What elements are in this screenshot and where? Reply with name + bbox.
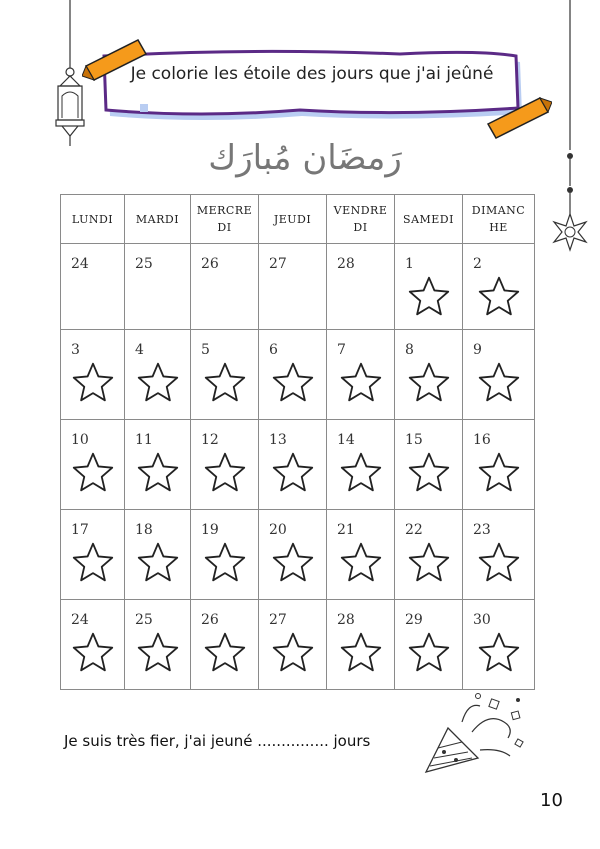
day-cell xyxy=(61,244,125,330)
star-icon[interactable] xyxy=(270,450,316,496)
day-number: 24 xyxy=(71,256,89,272)
day-cell[interactable] xyxy=(61,420,125,510)
day-number: 22 xyxy=(405,522,423,538)
day-cell[interactable] xyxy=(463,244,535,330)
day-cell[interactable] xyxy=(395,420,463,510)
day-cell[interactable] xyxy=(395,510,463,600)
day-number: 21 xyxy=(337,522,355,538)
day-number: 24 xyxy=(71,612,89,628)
day-cell[interactable] xyxy=(395,330,463,420)
day-number: 23 xyxy=(473,522,491,538)
party-popper-icon xyxy=(418,692,528,782)
weekday-label: VENDRE xyxy=(333,204,388,217)
day-cell[interactable] xyxy=(191,330,259,420)
day-cell[interactable] xyxy=(327,510,395,600)
star-icon[interactable] xyxy=(270,630,316,676)
week-row xyxy=(61,510,535,600)
day-number: 4 xyxy=(135,342,144,358)
day-number: 12 xyxy=(201,432,219,448)
day-number: 28 xyxy=(337,256,355,272)
day-cell[interactable] xyxy=(463,330,535,420)
day-cell[interactable] xyxy=(191,510,259,600)
day-number: 3 xyxy=(71,342,80,358)
star-icon[interactable] xyxy=(406,450,452,496)
day-number: 15 xyxy=(405,432,423,448)
day-number: 1 xyxy=(405,256,414,272)
day-cell[interactable] xyxy=(125,600,191,690)
day-number: 25 xyxy=(135,256,153,272)
weekday-label: DI xyxy=(217,221,232,234)
weekday-label: LUNDI xyxy=(71,212,114,226)
day-number: 14 xyxy=(337,432,355,448)
footer-sentence: Je suis très fier, j'ai jeuné ............... jours xyxy=(64,732,371,750)
weekday-header-dimanche xyxy=(463,195,535,244)
day-cell[interactable] xyxy=(259,330,327,420)
page-title: Je colorie les étoile des jours que j'ai jeûné xyxy=(130,64,494,84)
day-number: 9 xyxy=(473,342,482,358)
day-cell[interactable] xyxy=(463,510,535,600)
day-cell[interactable] xyxy=(61,510,125,600)
day-number: 19 xyxy=(201,522,219,538)
star-icon[interactable] xyxy=(70,360,116,406)
star-icon[interactable] xyxy=(406,360,452,406)
day-cell[interactable] xyxy=(463,600,535,690)
week-row xyxy=(61,600,535,690)
star-icon[interactable] xyxy=(406,630,452,676)
day-cell[interactable] xyxy=(125,420,191,510)
weekday-label: DI xyxy=(353,221,368,234)
weekday-header-samedi xyxy=(395,195,463,244)
day-cell[interactable] xyxy=(259,420,327,510)
day-cell[interactable] xyxy=(463,420,535,510)
star-icon[interactable] xyxy=(338,360,384,406)
title-banner xyxy=(100,48,525,122)
weekday-label: JEUDI xyxy=(273,212,312,226)
day-number: 25 xyxy=(135,612,153,628)
hanging-star-ornament-icon xyxy=(548,0,592,260)
day-number: 2 xyxy=(473,256,482,272)
weekday-label: MERCRE xyxy=(196,204,253,217)
star-icon[interactable] xyxy=(476,540,522,586)
star-icon[interactable] xyxy=(135,360,181,406)
weekday-header-mardi xyxy=(125,195,191,244)
day-cell[interactable] xyxy=(125,330,191,420)
weekday-label: DIMANC xyxy=(471,204,526,217)
calendar-body xyxy=(61,244,535,690)
fasting-calendar xyxy=(60,194,535,690)
weekday-header-row xyxy=(61,195,535,244)
star-icon[interactable] xyxy=(202,540,248,586)
star-icon[interactable] xyxy=(202,630,248,676)
ribbon-bottom-right xyxy=(482,94,552,142)
day-cell xyxy=(327,244,395,330)
day-number: 30 xyxy=(473,612,491,628)
weekday-label: SAMEDI xyxy=(403,212,454,226)
week-row xyxy=(61,244,535,330)
day-number: 11 xyxy=(135,432,153,448)
day-cell[interactable] xyxy=(191,420,259,510)
star-icon[interactable] xyxy=(70,450,116,496)
day-cell[interactable] xyxy=(125,510,191,600)
star-icon[interactable] xyxy=(135,630,181,676)
weekday-header-mercredi xyxy=(191,195,259,244)
star-icon[interactable] xyxy=(338,540,384,586)
star-icon[interactable] xyxy=(202,450,248,496)
arabic-title: رَمضَان مُبارَك xyxy=(208,138,402,178)
day-number: 10 xyxy=(71,432,89,448)
day-number: 6 xyxy=(269,342,278,358)
weekday-header-vendredi xyxy=(327,195,395,244)
day-number: 26 xyxy=(201,256,219,272)
week-row xyxy=(61,420,535,510)
day-cell[interactable] xyxy=(191,600,259,690)
weekday-header-lundi xyxy=(61,195,125,244)
day-number: 17 xyxy=(71,522,89,538)
star-icon[interactable] xyxy=(70,630,116,676)
day-number: 16 xyxy=(473,432,491,448)
day-cell[interactable] xyxy=(327,420,395,510)
day-number: 13 xyxy=(269,432,287,448)
weekday-label: HE xyxy=(489,221,508,234)
star-icon[interactable] xyxy=(406,274,452,320)
day-number: 8 xyxy=(405,342,414,358)
day-number: 20 xyxy=(269,522,287,538)
day-number: 26 xyxy=(201,612,219,628)
week-row xyxy=(61,330,535,420)
day-number: 27 xyxy=(269,612,287,628)
star-icon[interactable] xyxy=(70,540,116,586)
day-cell[interactable] xyxy=(259,510,327,600)
star-icon[interactable] xyxy=(135,450,181,496)
day-cell[interactable] xyxy=(61,600,125,690)
day-cell[interactable] xyxy=(395,600,463,690)
star-icon[interactable] xyxy=(270,540,316,586)
day-cell[interactable] xyxy=(327,330,395,420)
day-cell xyxy=(259,244,327,330)
day-number: 27 xyxy=(269,256,287,272)
weekday-label: MARDI xyxy=(135,212,180,226)
star-icon[interactable] xyxy=(270,360,316,406)
star-icon[interactable] xyxy=(476,630,522,676)
day-cell[interactable] xyxy=(395,244,463,330)
day-cell xyxy=(125,244,191,330)
star-icon[interactable] xyxy=(476,450,522,496)
star-icon[interactable] xyxy=(338,630,384,676)
day-cell[interactable] xyxy=(259,600,327,690)
star-icon[interactable] xyxy=(135,540,181,586)
day-cell[interactable] xyxy=(327,600,395,690)
star-icon[interactable] xyxy=(476,274,522,320)
weekday-header-jeudi xyxy=(259,195,327,244)
star-icon[interactable] xyxy=(338,450,384,496)
page-number: 10 xyxy=(540,790,563,811)
day-number: 5 xyxy=(201,342,210,358)
day-number: 28 xyxy=(337,612,355,628)
day-number: 7 xyxy=(337,342,346,358)
day-number: 18 xyxy=(135,522,153,538)
star-icon[interactable] xyxy=(406,540,452,586)
star-icon[interactable] xyxy=(202,360,248,406)
day-cell[interactable] xyxy=(61,330,125,420)
day-number: 29 xyxy=(405,612,423,628)
day-cell xyxy=(191,244,259,330)
star-icon[interactable] xyxy=(476,360,522,406)
